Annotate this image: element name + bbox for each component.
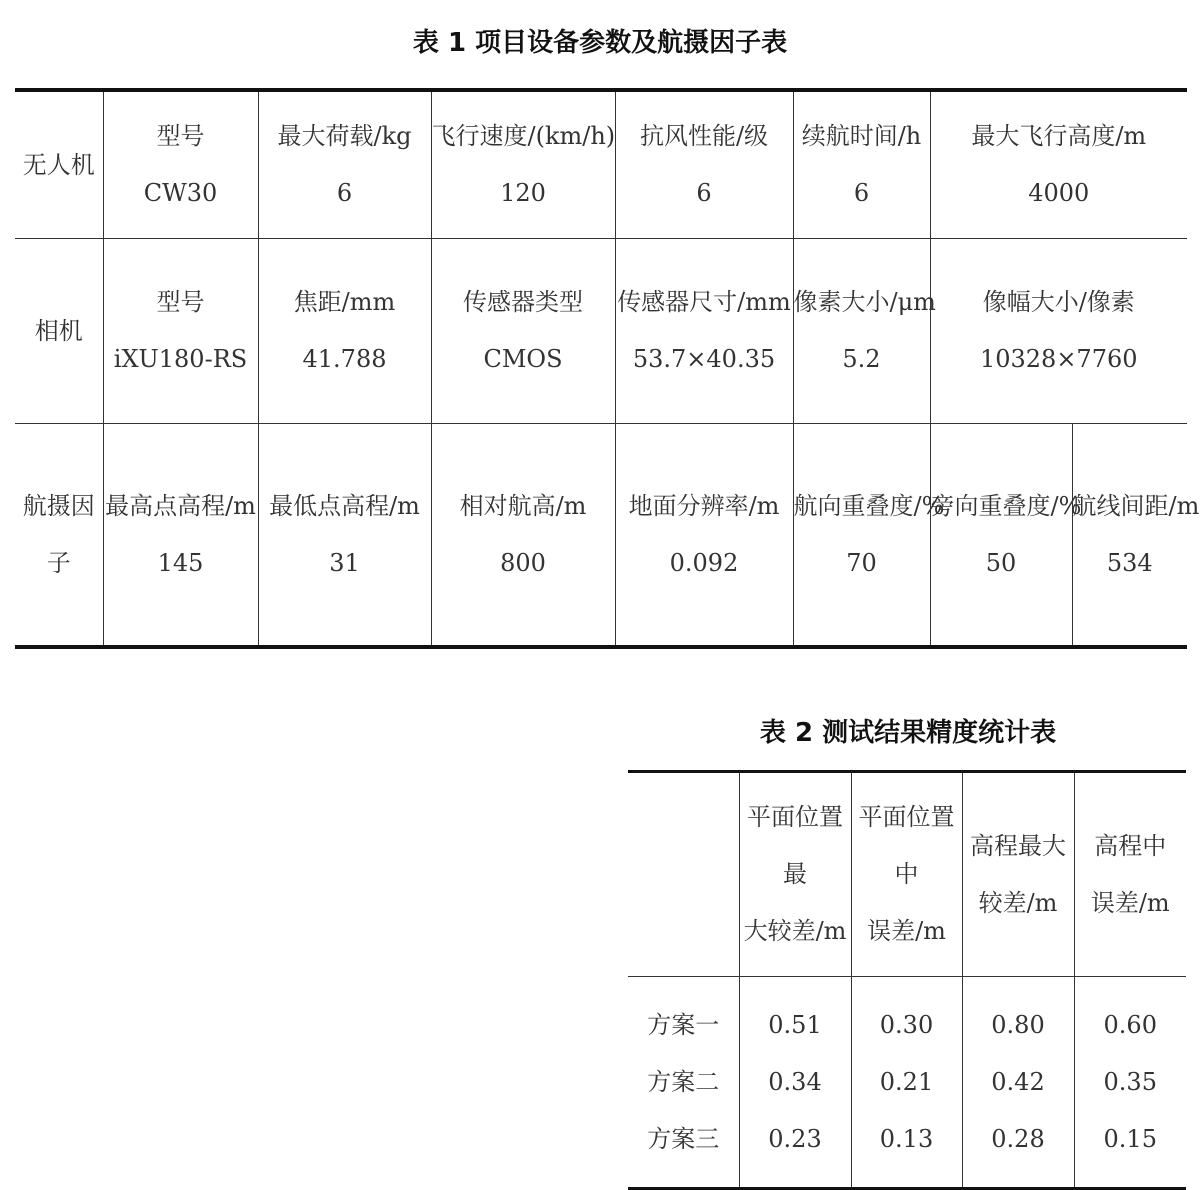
header-elevation-max-diff bbox=[962, 772, 1074, 977]
aerial-max-elevation-cell bbox=[103, 424, 258, 648]
camera-row bbox=[15, 239, 1187, 424]
table1-title: 表 1 项目设备参数及航摄因子表 bbox=[412, 28, 788, 58]
cell-value: 6 bbox=[336, 179, 353, 207]
cell-value: 534 bbox=[1106, 548, 1153, 577]
value-cell: 0.13 bbox=[879, 1124, 934, 1153]
cell-header: 地面分辨率/m bbox=[628, 491, 780, 520]
drone-wind-resistance-cell bbox=[615, 90, 793, 239]
drone-row-label: 无人机 bbox=[22, 150, 95, 179]
aerial-row-label: 航摄因子 bbox=[15, 424, 103, 648]
cell-value: iXU180-RS bbox=[113, 345, 248, 373]
header-plane-max-diff bbox=[739, 772, 851, 977]
table2-body-row bbox=[628, 977, 1186, 1189]
header-line: 误差/m bbox=[867, 917, 946, 945]
cell-value: 4000 bbox=[1028, 179, 1090, 207]
value-cell: 0.51 bbox=[768, 1010, 822, 1039]
cell-value: 53.7×40.35 bbox=[632, 345, 776, 373]
cell-value: 10328×7760 bbox=[979, 345, 1138, 373]
camera-frame-size-cell bbox=[930, 239, 1187, 424]
cell-header: 焦距/mm bbox=[293, 288, 396, 316]
cell-header: 传感器类型 bbox=[463, 288, 583, 316]
aerial-relative-height-cell bbox=[431, 424, 615, 648]
table2-title: 表 2 测试结果精度统计表 bbox=[759, 718, 1057, 748]
plane-mean-error-values bbox=[851, 977, 962, 1189]
cell-header: 抗风性能/级 bbox=[639, 122, 769, 150]
value-cell: 0.80 bbox=[991, 1010, 1045, 1039]
header-elevation-mean-error bbox=[1074, 772, 1186, 977]
cell-value: 6 bbox=[853, 179, 870, 207]
aerial-min-elevation-cell bbox=[258, 424, 431, 648]
cell-value: CMOS bbox=[483, 345, 563, 373]
header-line: 较差/m bbox=[978, 888, 1058, 917]
camera-sensor-type-cell bbox=[431, 239, 615, 424]
drone-max-altitude-cell bbox=[930, 90, 1187, 239]
drone-max-load-cell bbox=[258, 90, 431, 239]
cell-value: 5.2 bbox=[842, 345, 881, 373]
value-cell: 0.35 bbox=[1103, 1067, 1157, 1096]
cell-header: 最高点高程/m bbox=[105, 491, 256, 520]
cell-header: 传感器尺寸/mm bbox=[617, 288, 791, 316]
plane-max-diff-values bbox=[739, 977, 851, 1189]
cell-header: 型号 bbox=[156, 122, 205, 150]
equipment-parameters-table bbox=[15, 88, 1200, 649]
header-line: 高程最大 bbox=[970, 831, 1066, 860]
cell-value: 145 bbox=[157, 548, 204, 577]
scheme-label: 方案三 bbox=[647, 1124, 720, 1153]
scheme-label: 方案二 bbox=[647, 1067, 720, 1096]
cell-header: 像幅大小/像素 bbox=[982, 288, 1135, 316]
cell-value: 6 bbox=[696, 179, 712, 207]
scheme-label: 方案一 bbox=[647, 1010, 720, 1039]
value-cell: 0.21 bbox=[879, 1067, 934, 1096]
table2-header-row bbox=[628, 772, 1186, 977]
header-line: 平面位置中 bbox=[858, 803, 955, 888]
drone-model-cell bbox=[103, 90, 258, 239]
accuracy-statistics-table bbox=[628, 770, 1186, 1190]
aerial-ground-resolution-cell bbox=[615, 424, 793, 648]
cell-value: 0.092 bbox=[669, 548, 739, 577]
value-cell: 0.30 bbox=[879, 1010, 934, 1039]
scheme-labels-cell bbox=[628, 977, 739, 1189]
cell-value: 50 bbox=[985, 548, 1017, 577]
aerial-factor-row bbox=[15, 424, 1187, 648]
cell-header: 相对航高/m bbox=[459, 491, 587, 520]
header-line: 大较差/m bbox=[743, 917, 847, 945]
value-cell: 0.34 bbox=[768, 1067, 822, 1096]
cell-value: 31 bbox=[329, 548, 360, 577]
cell-value: 41.788 bbox=[302, 345, 387, 373]
cell-header: 旁向重叠度/% bbox=[930, 491, 1082, 520]
camera-row-label: 相机 bbox=[15, 239, 103, 424]
header-line: 高程中 bbox=[1094, 831, 1167, 860]
header-plane-mean-error bbox=[851, 772, 962, 977]
value-cell: 0.23 bbox=[768, 1124, 822, 1153]
table2-corner-cell bbox=[628, 772, 739, 977]
aerial-line-spacing-cell bbox=[1072, 424, 1200, 648]
drone-speed-cell bbox=[431, 90, 615, 239]
cell-value: 70 bbox=[846, 548, 877, 577]
elevation-mean-error-values bbox=[1074, 977, 1186, 1189]
cell-value: CW30 bbox=[143, 179, 218, 207]
cell-header: 飞行速度/(km/h) bbox=[431, 122, 616, 150]
cell-value: 120 bbox=[500, 179, 546, 207]
header-line: 误差/m bbox=[1090, 888, 1170, 917]
drone-row bbox=[15, 90, 1187, 239]
cell-header: 最低点高程/m bbox=[269, 491, 420, 520]
value-cell: 0.60 bbox=[1103, 1010, 1157, 1039]
cell-header: 最大荷载/kg bbox=[277, 122, 412, 150]
drone-endurance-cell bbox=[793, 90, 930, 239]
aerial-side-overlap-cell bbox=[930, 424, 1082, 648]
cell-header: 续航时间/h bbox=[801, 122, 922, 150]
camera-pixel-size-cell bbox=[793, 239, 936, 424]
value-cell: 0.42 bbox=[991, 1067, 1045, 1096]
cell-header: 型号 bbox=[156, 288, 205, 316]
cell-header: 航线间距/m bbox=[1072, 491, 1200, 520]
cell-header: 最大飞行高度/m bbox=[971, 122, 1147, 150]
cell-value: 800 bbox=[500, 548, 546, 577]
camera-model-cell bbox=[103, 239, 258, 424]
camera-focal-length-cell bbox=[258, 239, 431, 424]
cell-header: 像素大小/μm bbox=[793, 288, 936, 316]
cell-header: 航向重叠度/% bbox=[793, 491, 945, 520]
header-line: 平面位置最 bbox=[747, 803, 843, 888]
elevation-max-diff-values bbox=[962, 977, 1074, 1189]
camera-sensor-size-cell bbox=[615, 239, 793, 424]
value-cell: 0.28 bbox=[991, 1124, 1045, 1153]
value-cell: 0.15 bbox=[1103, 1124, 1157, 1153]
aerial-forward-overlap-cell bbox=[793, 424, 945, 648]
